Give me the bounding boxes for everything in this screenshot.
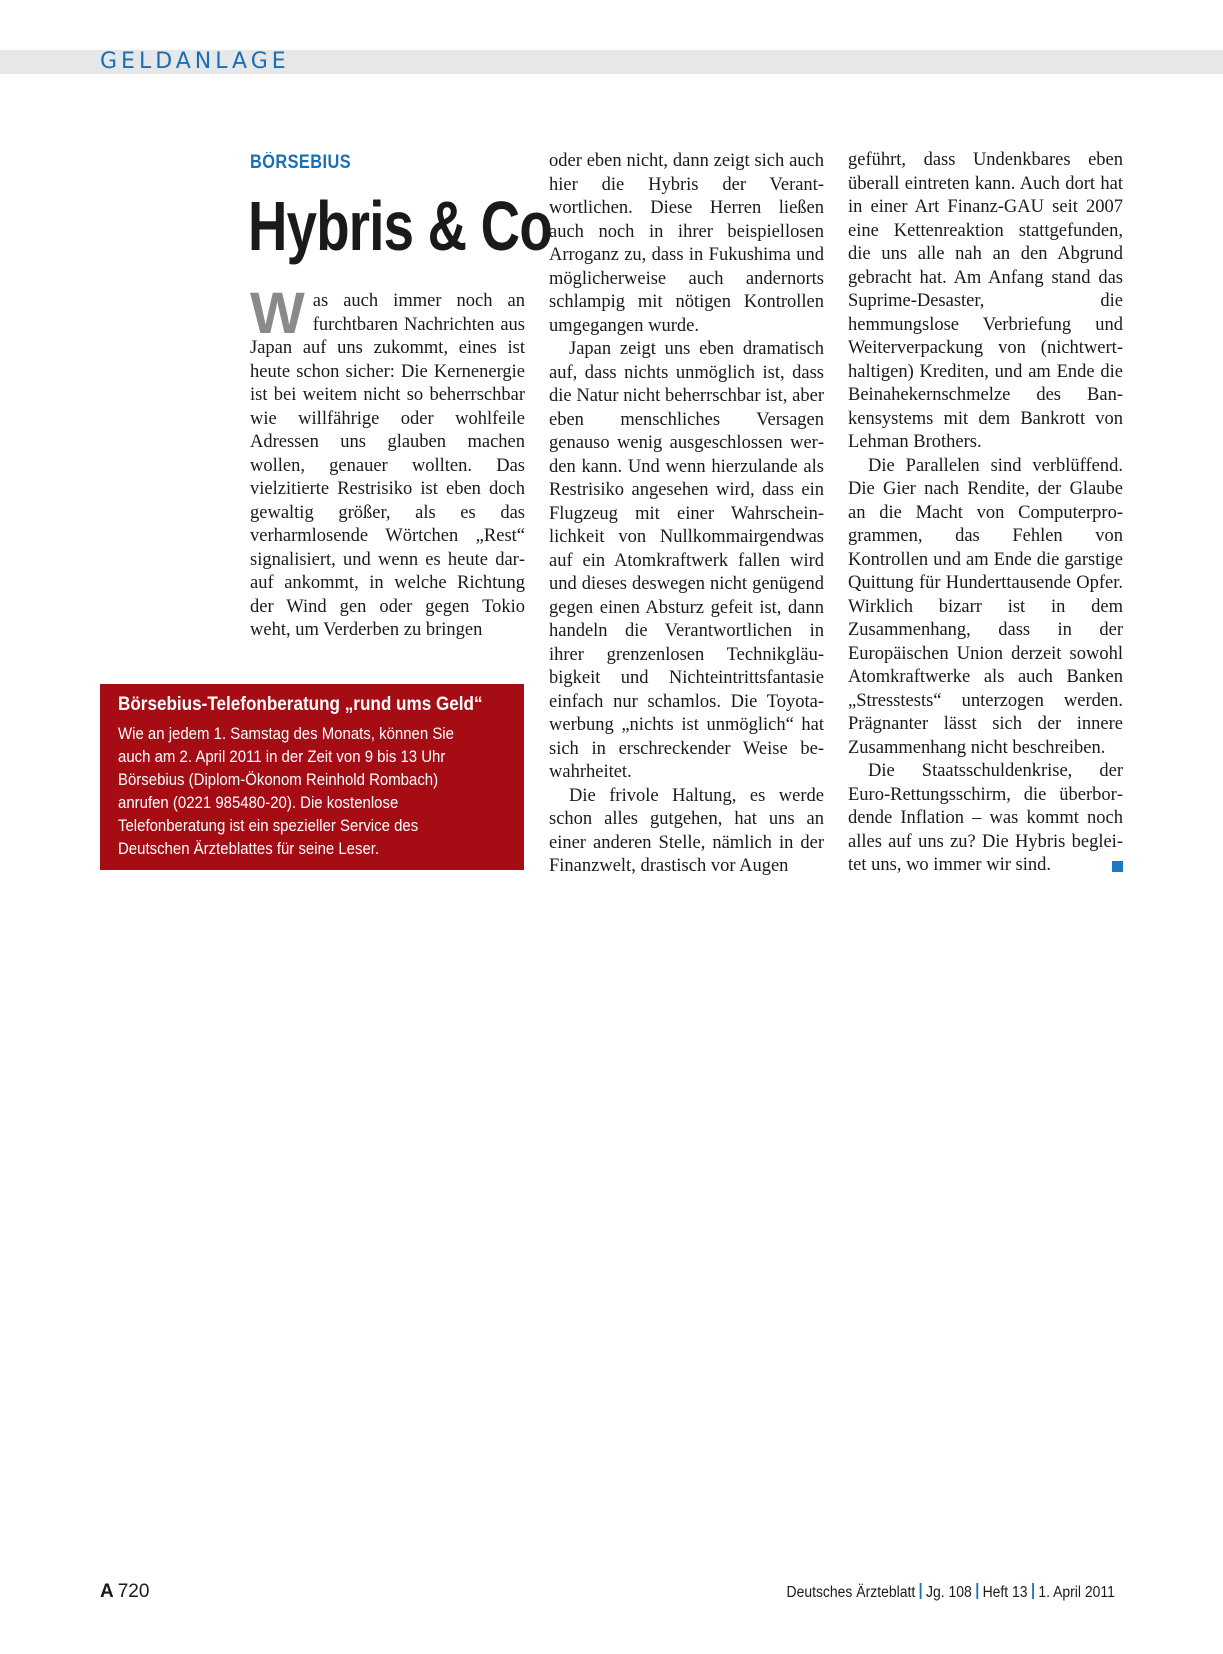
article-kicker: BÖRSEBIUS — [250, 152, 352, 173]
footer-separator — [920, 1583, 922, 1599]
footer-separator — [976, 1583, 978, 1599]
article-paragraph: Die Parallelen sind verblüffend. Die Gier nach Rendite, der Glaube an die Macht von Computerprogrammen, das Fehlen von Kontrollen und am Ende die garstige Quittung für Hunderttausende Opfer. Wirklich bizarr ist in dem Zusammenhang, dass in der Europäischen Union derzeit sowohl Atomkraftwerke als auch Banken „Stresstests“ unterzogen werden. Prägnanter lässt sich der innere Zusammenhang nicht beschreiben. — [848, 455, 1123, 758]
page-number — [100, 1580, 149, 1604]
drop-cap: W — [250, 281, 305, 346]
article-column-3 — [848, 149, 1123, 878]
article-paragraph: Die frivole Haltung, es werde schon alles gutgehen, hat uns an einer anderen Stelle, nämlich in der Finanzwelt, drastisch vor Augen — [549, 785, 824, 876]
journal-issue: Heft 13 — [982, 1584, 1028, 1601]
article-paragraph — [250, 281, 525, 643]
paragraph-text: as auch immer noch an furchtbaren Nachrichten aus Japan auf uns zukommt, eines ist heute schon sicher: Die Kernenergie ist bei weitem nicht so beherrschbar wie willfährige oder wohlfeile Adressen uns glauben machen wollen, genauer wollten. Das vielzitierte Restrisiko ist eben doch gewaltig größer, als es das verharmlosende Wörtchen „Rest“ signalisiert, und wenn es heute darauf ankommt, in welche Richtung der Wind gen oder gegen Tokio weht, um Verderben zu bringen — [250, 291, 525, 640]
info-box-body: Wie an jedem 1. Samstag des Monats, können Sie auch am 2. April 2011 in der Zeit von 9 bis 13 Uhr Börsebius (Diplom-Ökonom Reinhold Rombach) anrufen (0221 985480-20). Die kostenlose Telefonberatung ist ein spezieller Service des Deutschen Ärzteblattes für seine Leser. — [118, 724, 454, 858]
article-paragraph: oder eben nicht, dann zeigt sich auch hier die Hybris der Verantwortlichen. Diese Herren ließen auch noch in ihrer beispiellosen Arroganz zu, dass in Fukushima und möglicherweise auch andernorts schlampig mit nötigen Kontrollen umgegangen wurde. — [549, 151, 824, 336]
info-box-title: Börsebius-Telefonberatung „rund ums Geld“ — [118, 694, 483, 715]
page-prefix: A — [100, 1581, 114, 1602]
journal-footer — [787, 1582, 1115, 1604]
article-column-1 — [250, 281, 525, 643]
article-headline: Hybris & Co — [248, 187, 552, 265]
end-mark-icon — [1112, 861, 1123, 872]
info-box — [100, 684, 524, 870]
article-paragraph — [848, 760, 1123, 878]
journal-date: 1. April 2011 — [1038, 1584, 1115, 1601]
footer-separator — [1032, 1583, 1034, 1599]
article-paragraph: geführt, dass Undenkbares eben überall eintreten kann. Auch dort hat in einer Art Finanz-GAU seit 2007 eine Kettenreaktion stattgefunden, die uns alle nah an den Abgrund gebracht hat. Am Anfang stand das Suprime-Desaster, die hemmungslose Verbriefung und Weiterverpackung von (nichtwerthaltigen) Krediten, und am Ende die Beinahekernschmelze des Bankensystems mit dem Bankrott von Lehman Brothers. — [848, 150, 1123, 452]
section-label: GELDANLAGE — [100, 49, 290, 74]
article-paragraph: Japan zeigt uns eben dramatisch auf, dass nichts unmöglich ist, dass die Natur nicht beherrschbar ist, aber eben menschliches Versagen genauso wenig ausgeschlossen werden kann. Und wenn hierzulande als Restrisiko angesehen wird, dass ein Flugzeug mit einer Wahrscheinlichkeit von Nullkommairgendwas auf ein Atomkraftwerk fallen wird und dieses deswegen nicht genügend gegen einen Absturz gefeit ist, dann handeln die Verantwortlichen in ihrer grenzenlosen Technikgläubigkeit und Nichteintrittsfantasie einfach nur schamlos. Die Toyotawerbung „nichts ist unmöglich“ hat sich in erschreckender Weise bewahrheitet. — [549, 339, 824, 782]
paragraph-text: Die Staatsschuldenkrise, der Euro-Rettungsschirm, die überbordende Inflation – was kommt noch alles auf uns zu? Die Hybris begleitet uns, wo immer wir sind. — [848, 761, 1123, 875]
journal-volume: Jg. 108 — [926, 1584, 972, 1601]
page-number-value: 720 — [117, 1581, 150, 1602]
journal-name: Deutsches Ärzteblatt — [786, 1584, 916, 1601]
article-column-2 — [549, 150, 824, 879]
